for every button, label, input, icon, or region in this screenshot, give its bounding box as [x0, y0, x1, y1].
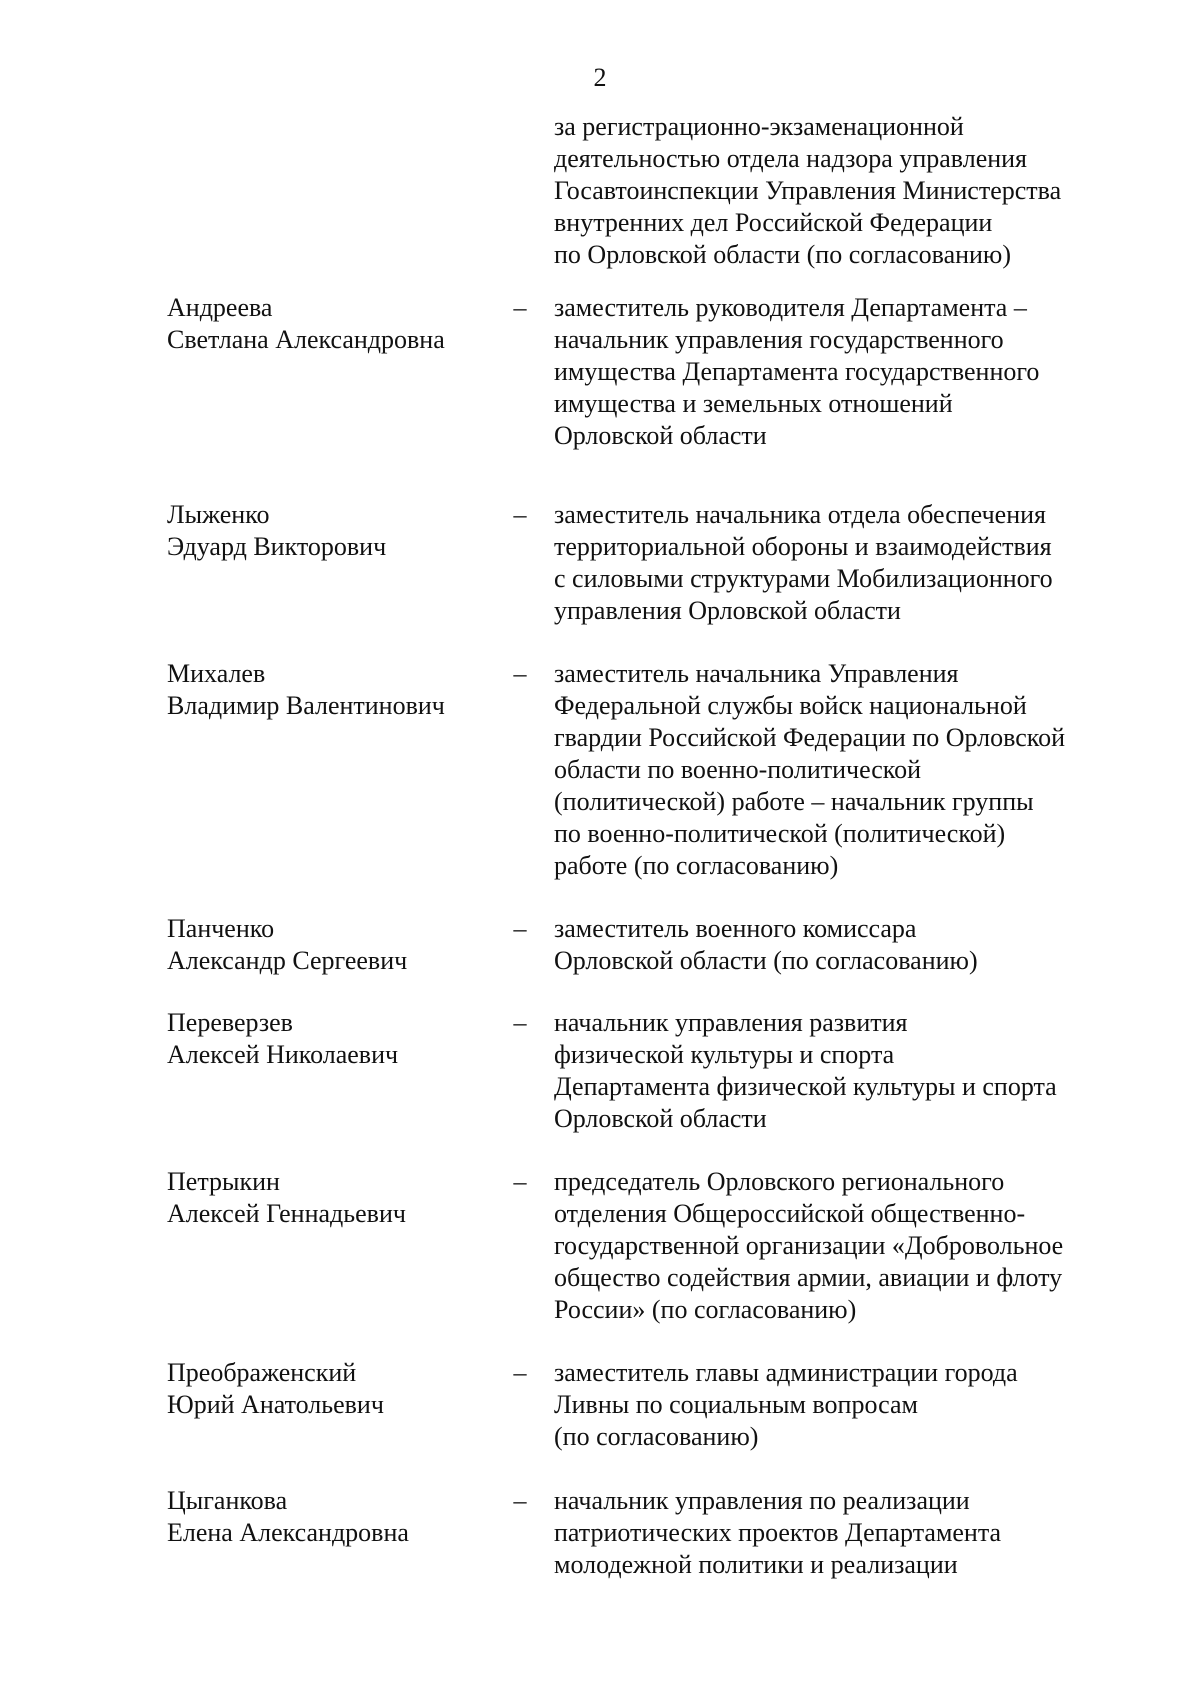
- page-number: 2: [593, 63, 607, 92]
- member-surname: Михалев: [167, 659, 266, 688]
- member-surname: Цыганкова: [167, 1486, 288, 1515]
- member-surname: Преображенский: [167, 1358, 357, 1387]
- text-line: по Орловской области (по согласованию): [554, 240, 1012, 269]
- member-surname: Андреева: [167, 293, 273, 322]
- text-line: Орловской области: [554, 1104, 767, 1133]
- text-line: имущества и земельных отношений: [554, 389, 953, 418]
- dash-separator: –: [513, 1358, 527, 1387]
- text-line: начальник управления развития: [554, 1008, 908, 1037]
- text-line: Департамента физической культуры и спорта: [554, 1072, 1057, 1101]
- member-given-names: Алексей Геннадьевич: [167, 1199, 406, 1228]
- member-name: [167, 913, 497, 977]
- dash-separator: –: [513, 1008, 527, 1037]
- member-given-names: Алексей Николаевич: [167, 1040, 399, 1069]
- text-line: внутренних дел Российской Федерации: [554, 208, 993, 237]
- member-name: [167, 292, 497, 356]
- text-line: Ливны по социальным вопросам: [554, 1390, 918, 1419]
- text-line: отделения Общероссийской общественно-: [554, 1199, 1026, 1228]
- text-line: председатель Орловского регионального: [554, 1167, 1005, 1196]
- member-position: [554, 1485, 1154, 1581]
- member-position: [554, 1166, 1154, 1326]
- text-line: Орловской области (по согласованию): [554, 946, 978, 975]
- member-name: [167, 1166, 497, 1230]
- dash-separator: –: [513, 659, 527, 688]
- text-line: Федеральной службы войск национальной: [554, 691, 1027, 720]
- member-surname: Лыженко: [167, 500, 270, 529]
- text-line: за регистрационно-экзаменационной: [554, 112, 964, 141]
- text-line: деятельностью отдела надзора управления: [554, 144, 1028, 173]
- dash-separator: –: [513, 500, 527, 529]
- text-line: по военно-политической (политической): [554, 819, 1006, 848]
- dash-separator: –: [513, 914, 527, 943]
- text-line: общество содействия армии, авиации и флоту: [554, 1263, 1063, 1292]
- text-line: заместитель начальника отдела обеспечения: [554, 500, 1046, 529]
- member-position: [554, 292, 1154, 452]
- text-line: работе (по согласованию): [554, 851, 839, 880]
- member-given-names: Елена Александровна: [167, 1518, 409, 1547]
- text-line: (по согласованию): [554, 1422, 759, 1451]
- text-line: управления Орловской области: [554, 596, 901, 625]
- member-position: [554, 1357, 1154, 1453]
- member-given-names: Юрий Анатольевич: [167, 1390, 384, 1419]
- text-line: Орловской области: [554, 421, 767, 450]
- text-line: с силовыми структурами Мобилизационного: [554, 564, 1053, 593]
- member-surname: Панченко: [167, 914, 275, 943]
- member-given-names: Светлана Александровна: [167, 325, 445, 354]
- text-line: области по военно-политической: [554, 755, 922, 784]
- member-name: [167, 1357, 497, 1421]
- member-position: [554, 658, 1154, 882]
- text-line: Госавтоинспекции Управления Министерства: [554, 176, 1062, 205]
- member-name: [167, 1485, 497, 1549]
- member-given-names: Александр Сергеевич: [167, 946, 408, 975]
- text-line: заместитель военного комиссара: [554, 914, 917, 943]
- text-line: физической культуры и спорта: [554, 1040, 895, 1069]
- text-line: имущества Департамента государственного: [554, 357, 1040, 386]
- dash-separator: –: [513, 1486, 527, 1515]
- member-name: [167, 1007, 497, 1071]
- member-position: [554, 499, 1154, 627]
- member-name: [167, 499, 497, 563]
- text-line: гвардии Российской Федерации по Орловской: [554, 723, 1065, 752]
- dash-separator: –: [513, 293, 527, 322]
- member-surname: Переверзев: [167, 1008, 293, 1037]
- text-line: начальник управления по реализации: [554, 1486, 970, 1515]
- text-line: начальник управления государственного: [554, 325, 1004, 354]
- continuation-text: [554, 111, 1154, 271]
- dash-separator: –: [513, 1167, 527, 1196]
- member-surname: Петрыкин: [167, 1167, 280, 1196]
- text-line: России» (по согласованию): [554, 1295, 857, 1324]
- member-position: [554, 1007, 1154, 1135]
- text-line: государственной организации «Добровольное: [554, 1231, 1064, 1260]
- member-given-names: Владимир Валентинович: [167, 691, 445, 720]
- member-position: [554, 913, 1154, 977]
- text-line: заместитель начальника Управления: [554, 659, 959, 688]
- member-name: [167, 658, 497, 722]
- text-line: (политической) работе – начальник группы: [554, 787, 1034, 816]
- text-line: заместитель руководителя Департамента –: [554, 293, 1027, 322]
- text-line: заместитель главы администрации города: [554, 1358, 1018, 1387]
- text-line: молодежной политики и реализации: [554, 1550, 958, 1579]
- member-given-names: Эдуард Викторович: [167, 532, 387, 561]
- text-line: патриотических проектов Департамента: [554, 1518, 1002, 1547]
- text-line: территориальной обороны и взаимодействия: [554, 532, 1052, 561]
